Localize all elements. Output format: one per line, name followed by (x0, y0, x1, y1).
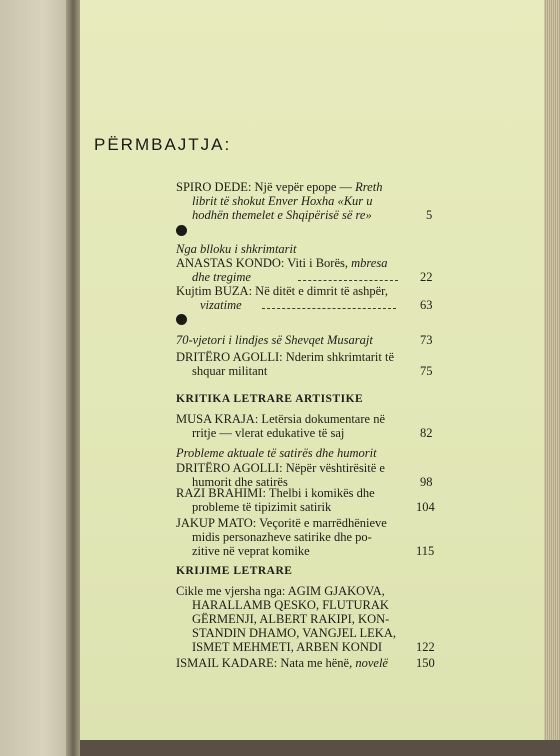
toc-entry-line: DRITËRO AGOLLI: Nderim shkrimtarit të (176, 350, 395, 364)
page-number: 104 (416, 500, 435, 514)
leader-dots (262, 308, 396, 309)
leader-dots (298, 280, 398, 281)
toc-entry-line: RAZI BRAHIMI: Thelbi i komikës dhe (176, 486, 375, 500)
toc-entry-line: Cikle me vjersha nga: AGIM GJAKOVA, (176, 584, 385, 598)
page-number: 63 (420, 298, 433, 312)
toc-entry-line: JAKUP MATO: Veçoritë e marrëdhënieve (176, 516, 387, 530)
page-title: PËRMBAJTJA: (94, 135, 232, 154)
toc-entry-line: SPIRO DEDE: Një vepër epope — Rreth (176, 180, 383, 194)
page-number: 150 (416, 656, 435, 670)
page-number: 5 (426, 208, 433, 222)
toc-entry-line: rritje — vlerat edukative të saj (192, 426, 345, 440)
toc-entry-line: ISMAIL KADARE: Nata me hënë, novelë (176, 656, 388, 670)
toc-entry-line: ANASTAS KONDO: Viti i Borës, mbresa (176, 256, 388, 270)
toc-entry-line: probleme të tipizimit satirik (192, 500, 332, 514)
page-number: 115 (416, 544, 435, 558)
toc-entry-line: HARALLAMB QESKO, FLUTURAK (192, 598, 389, 612)
toc-entry-line: GËRMENJI, ALBERT RAKIPI, KON- (192, 612, 390, 626)
bullet-icon (176, 314, 187, 325)
contents-page (80, 0, 544, 740)
page-number: 122 (416, 640, 435, 654)
toc-entry-line: ISMET MEHMETI, ARBEN KONDI (192, 640, 383, 654)
toc-entry-line: Kujtim BUZA: Në ditët e dimrit të ashpër, (176, 284, 388, 298)
page-number: 22 (420, 270, 433, 284)
book-gutter (66, 0, 80, 756)
page-number: 75 (420, 364, 433, 378)
left-page (0, 0, 75, 756)
page-number: 73 (420, 333, 433, 347)
toc-entry-line: shquar militant (192, 364, 268, 378)
section-heading: KRITIKA LETRARE ARTISTIKE (176, 393, 364, 405)
toc-entry-line: MUSA KRAJA: Letërsia dokumentare në (176, 412, 385, 426)
toc-subheading: Probleme aktuale të satirës dhe humorit (176, 446, 377, 460)
toc-entry-line: zitive në veprat komike (192, 544, 310, 558)
bullet-icon (176, 225, 187, 236)
page-edges (544, 0, 560, 756)
toc-entry-line: 70-vjetori i lindjes së Shevqet Musarajt (176, 333, 373, 347)
page-number: 98 (420, 475, 433, 489)
page-number: 82 (420, 426, 433, 440)
toc-entry-line: dhe tregime (192, 270, 251, 284)
toc-entry-line: vizatime (200, 298, 242, 312)
toc-subheading: Nga blloku i shkrimtarit (176, 242, 297, 256)
toc-entry-line: STANDIN DHAMO, VANGJEL LEKA, (192, 626, 396, 640)
toc-entry-line: DRITËRO AGOLLI: Nëpër vështirësitë e (176, 461, 385, 475)
toc-entry-line: hodhën themelet e Shqipërisë së re» (192, 208, 372, 222)
toc-entry-line: humorit dhe satirës (192, 475, 288, 489)
toc-entry-line: midis personazheve satirike dhe po- (192, 530, 372, 544)
book-bottom (80, 740, 560, 756)
toc-entry-line: librit të shokut Enver Hoxha «Kur u (192, 194, 373, 208)
section-heading: KRIJIME LETRARE (176, 565, 293, 577)
